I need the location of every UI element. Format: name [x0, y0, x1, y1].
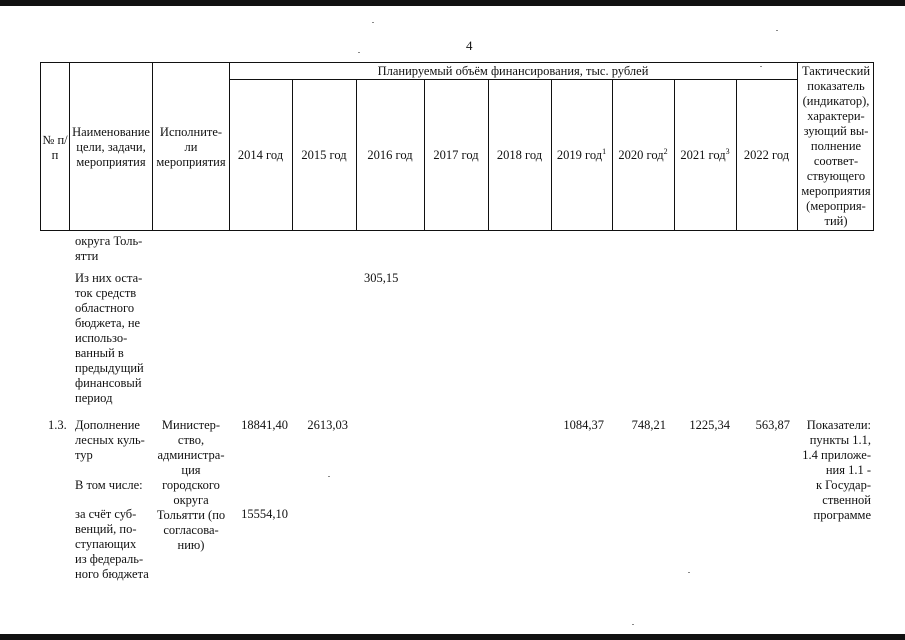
header-year-label: 2021 год: [680, 148, 726, 162]
header-year-5: [488, 148, 551, 163]
financing-group-divider: [229, 79, 797, 80]
row-2015-value: 2613,03: [307, 418, 348, 432]
header-year-footnote: 3: [725, 146, 730, 156]
header-year-label: 2015 год: [301, 148, 347, 162]
header-year-footnote: 1: [602, 146, 607, 156]
scan-speck: [760, 66, 762, 67]
page-number: 4: [466, 38, 473, 53]
row-2022-value: 563,87: [755, 418, 790, 432]
header-year-9: [736, 148, 797, 163]
header-financing-group: Планируемый объём финансирования, тыс. рублей: [377, 64, 649, 78]
header-year-6: [551, 148, 612, 163]
header-year-label: 2014 год: [237, 148, 284, 162]
row-executor: Министер- ство, администра- ция городского округа Тольятти (по согласова- нию): [156, 418, 226, 552]
row-name: Дополнение лесных куль- тур: [75, 418, 145, 462]
header-executor: Исполните- ли мероприятия: [156, 125, 226, 169]
header-name: Наименование цели, задачи, мероприятия: [72, 125, 150, 169]
col-divider: [229, 62, 230, 231]
header-year-8: [674, 148, 736, 163]
scan-speck: [372, 22, 374, 23]
header-year-4: [424, 148, 488, 163]
header-year-label: 2022 год: [743, 148, 790, 162]
header-year-label: 2019 год: [556, 148, 603, 162]
row-2021-value: 1225,34: [689, 418, 730, 432]
header-year-label: 2018 год: [496, 148, 543, 162]
scan-speck: [688, 572, 690, 573]
header-num: № п/п: [42, 133, 68, 162]
header-year-7: [612, 148, 674, 163]
row-2020-value: 748,21: [631, 418, 666, 432]
header-year-2: [292, 148, 356, 163]
header-year-1: [229, 148, 292, 163]
scan-speck: [358, 52, 360, 53]
header-year-footnote: 2: [663, 146, 668, 156]
continuation-text: округа Толь- ятти: [75, 234, 143, 263]
federal-label: за счёт суб- венций, по- ступающих из федераль- ного бюджета: [75, 507, 149, 581]
row-indicator: Показатели: пункты 1.1, 1.4 приложе- ния 1.1 - к Государ- ственной программе: [802, 418, 871, 522]
header-indicator: Тактический показатель (индикатор), характери- зующий вы- полнение соответ- ствующего мероприятия (мероприя- тий): [801, 64, 871, 228]
row-number: 1.3.: [48, 418, 67, 432]
scan-speck: [328, 476, 330, 477]
scan-speck: [776, 30, 778, 31]
row-2019-value: 1084,37: [563, 418, 604, 432]
scan-top-border: [0, 0, 905, 6]
remainder-2016-value: 305,15: [364, 271, 399, 285]
header-year-3: [356, 148, 424, 163]
header-year-label: 2017 год: [433, 148, 479, 162]
federal-2014-value: 15554,10: [241, 507, 288, 521]
header-year-label: 2016 год: [367, 148, 413, 162]
scan-speck: [632, 624, 634, 625]
remainder-label: Из них оста- ток средств областного бюджета, не использо- ванный в предыдущий финансовый период: [75, 271, 144, 405]
header-year-label: 2020 год: [618, 148, 664, 162]
scan-bottom-border: [0, 634, 905, 640]
including-label: В том числе:: [75, 478, 143, 492]
row-2014-value: 18841,40: [241, 418, 288, 432]
